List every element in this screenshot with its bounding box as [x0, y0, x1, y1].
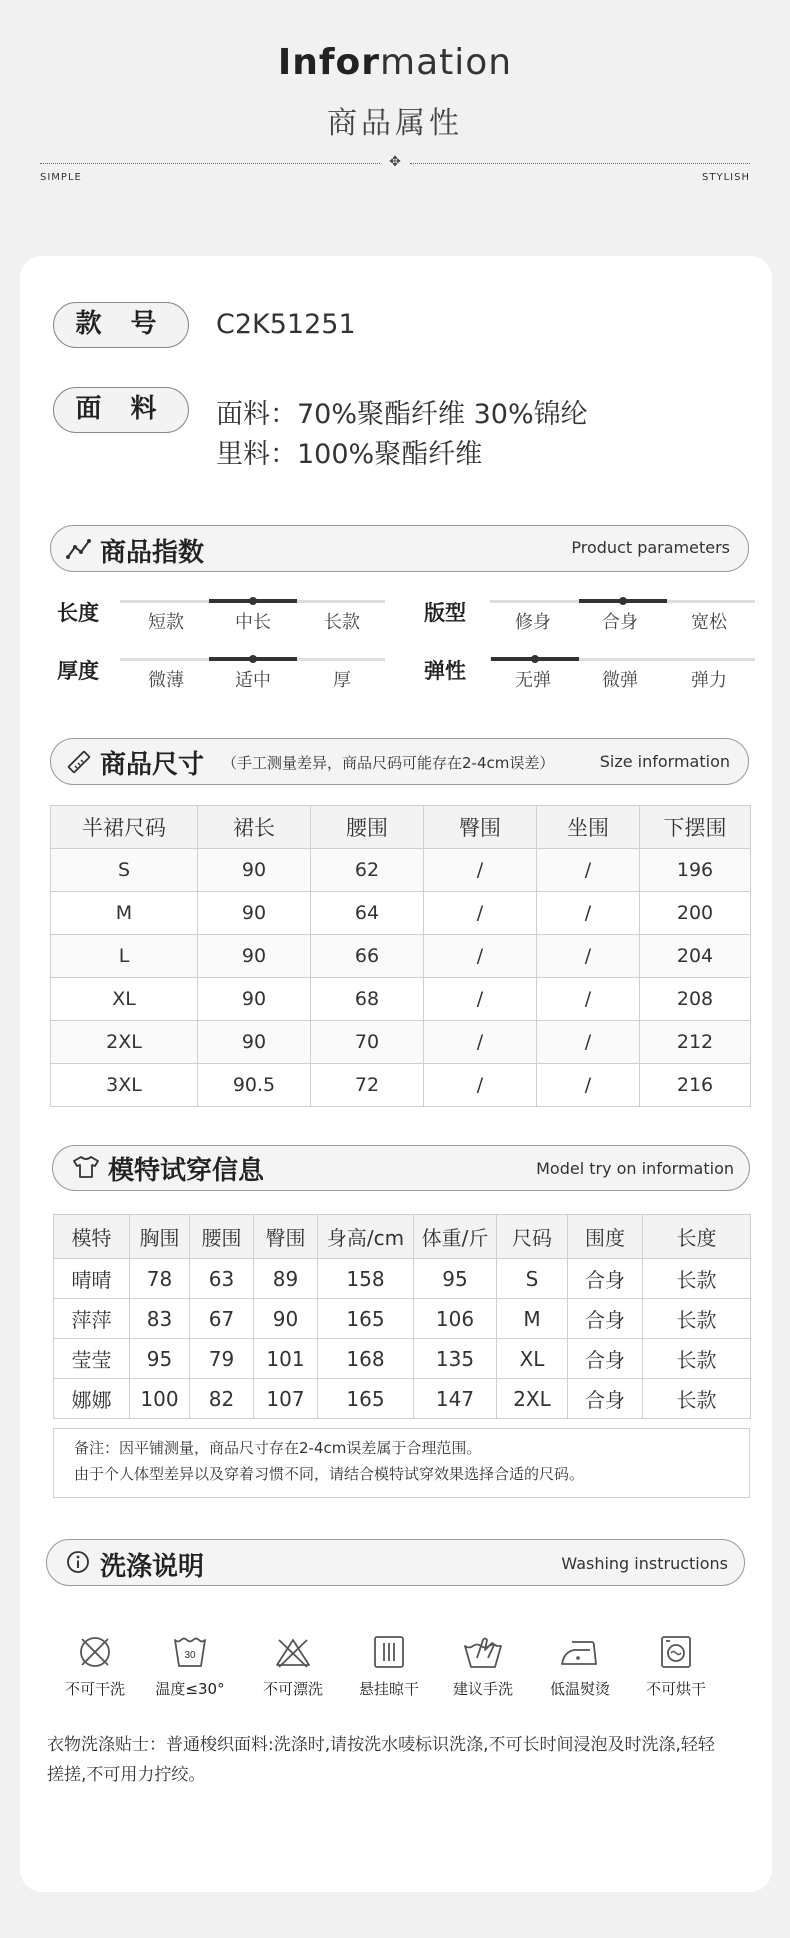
size-cell: / [537, 1064, 640, 1107]
no-dry-clean-icon [50, 1634, 140, 1699]
fabric-line-1: 面料：70%聚酯纤维 30%锦纶 [216, 399, 588, 430]
size-cell: M [51, 892, 198, 935]
model-cell: 106 [414, 1299, 497, 1339]
size-cell: 66 [311, 935, 424, 978]
model-cell: 长款 [643, 1339, 751, 1379]
size-information-en: Size information [599, 752, 730, 771]
header-title: Information [277, 42, 513, 83]
model-table-header-row [54, 1215, 751, 1259]
size-table-header-row [51, 806, 751, 849]
model-header-cell: 腰围 [190, 1215, 254, 1259]
size-header-cell: 臀围 [424, 806, 537, 849]
model-cell: 78 [130, 1259, 190, 1299]
elasticity-option-stretch: 弹力 [691, 670, 727, 691]
model-cell: 165 [318, 1299, 414, 1339]
model-table [53, 1214, 751, 1419]
size-cell: 90 [198, 1021, 311, 1064]
model-cell: 158 [318, 1259, 414, 1299]
model-cell: XL [497, 1339, 568, 1379]
model-header-cell: 围度 [568, 1215, 643, 1259]
length-label: 长度 [57, 601, 99, 625]
length-option-long: 长款 [324, 612, 360, 633]
trend-line-icon [66, 537, 92, 561]
wash-label: 不可烘干 [645, 1680, 706, 1698]
size-cell: 90.5 [198, 1064, 311, 1107]
size-cell: / [424, 849, 537, 892]
header-divider-right [410, 163, 750, 164]
model-header-cell: 模特 [54, 1215, 130, 1259]
table-row [51, 935, 751, 978]
table-row [51, 1064, 751, 1107]
length-scale-marker [249, 597, 257, 605]
elasticity-option-none: 无弹 [515, 670, 551, 691]
model-cell: 90 [254, 1299, 318, 1339]
model-header-cell: 身高/cm [318, 1215, 414, 1259]
size-cell: 2XL [51, 1021, 198, 1064]
wash-label: 温度≤30° [155, 1680, 225, 1698]
model-cell: 147 [414, 1379, 497, 1419]
thickness-label: 厚度 [57, 659, 99, 683]
header-subtitle: 商品属性 [327, 106, 463, 141]
length-option-mid: 中长 [235, 612, 271, 633]
model-info-title: 模特试穿信息 [108, 1156, 265, 1186]
model-cell: 合身 [568, 1379, 643, 1419]
table-row [51, 978, 751, 1021]
size-cell: 62 [311, 849, 424, 892]
wash-temp-badge: 30 [184, 1650, 196, 1661]
size-information-title: 商品尺寸 [100, 750, 205, 780]
model-cell: 晴晴 [54, 1259, 130, 1299]
size-cell: / [537, 1021, 640, 1064]
size-header-cell: 坐围 [537, 806, 640, 849]
cross-ornament-icon: ✥ [389, 154, 401, 170]
model-cell: 合身 [568, 1259, 643, 1299]
wash-label: 建议手洗 [452, 1680, 513, 1698]
table-row [51, 1021, 751, 1064]
size-cell: / [424, 1021, 537, 1064]
model-header-cell: 臀围 [254, 1215, 318, 1259]
model-cell: 100 [130, 1379, 190, 1419]
size-cell: 64 [311, 892, 424, 935]
thickness-option-medium: 适中 [235, 670, 271, 691]
size-cell: 90 [198, 935, 311, 978]
info-circle-icon [66, 1550, 90, 1574]
model-cell: 82 [190, 1379, 254, 1419]
model-cell: 合身 [568, 1339, 643, 1379]
washing-tips [47, 1730, 757, 1790]
elasticity-label: 弹性 [424, 659, 466, 683]
size-cell: / [424, 935, 537, 978]
model-header-cell: 长度 [643, 1215, 751, 1259]
size-information-note: （手工测量差异，商品尺码可能存在2-4cm误差） [222, 754, 555, 772]
washing-instructions-en: Washing instructions [561, 1554, 728, 1573]
wash-label: 不可干洗 [64, 1680, 125, 1698]
model-cell: 长款 [643, 1259, 751, 1299]
fit-option-slim: 修身 [515, 612, 551, 633]
table-row [54, 1299, 751, 1339]
low-iron-icon [535, 1634, 625, 1699]
size-cell: 72 [311, 1064, 424, 1107]
model-remark [53, 1428, 750, 1498]
product-parameters-en: Product parameters [571, 538, 730, 557]
size-header-cell: 下摆围 [640, 806, 751, 849]
header-right-tag: STYLISH [702, 172, 750, 183]
size-cell: 90 [198, 849, 311, 892]
model-header-cell: 尺码 [497, 1215, 568, 1259]
fit-scale-marker [619, 597, 627, 605]
model-cell: 95 [414, 1259, 497, 1299]
model-cell: S [497, 1259, 568, 1299]
size-cell: 216 [640, 1064, 751, 1107]
length-option-short: 短款 [148, 612, 184, 633]
elasticity-scale-marker [531, 655, 539, 663]
table-row [51, 892, 751, 935]
size-cell: / [537, 935, 640, 978]
remark-line-2: 由于个人体型差异以及穿着习惯不同，请结合模特试穿效果选择合适的尺码。 [74, 1465, 585, 1483]
table-row [54, 1259, 751, 1299]
no-bleach-icon [248, 1634, 338, 1699]
size-cell: 200 [640, 892, 751, 935]
size-cell: S [51, 849, 198, 892]
size-cell: / [537, 892, 640, 935]
header-left-tag: SIMPLE [40, 172, 82, 183]
model-cell: 娜娜 [54, 1379, 130, 1419]
remark-line-1: 备注：因平铺测量，商品尺寸存在2-4cm误差属于合理范围。 [74, 1439, 482, 1457]
size-cell: 208 [640, 978, 751, 1021]
no-tumble-dry-icon [631, 1634, 721, 1699]
model-cell: 莹莹 [54, 1339, 130, 1379]
elasticity-option-slight: 微弹 [602, 670, 638, 691]
size-cell: 212 [640, 1021, 751, 1064]
washing-instructions-title: 洗涤说明 [100, 1552, 205, 1582]
size-header-cell: 裙长 [198, 806, 311, 849]
model-info-en: Model try on information [536, 1159, 734, 1178]
model-cell: 79 [190, 1339, 254, 1379]
thickness-scale-marker [249, 655, 257, 663]
size-table [50, 805, 751, 1107]
fit-option-regular: 合身 [602, 612, 638, 633]
style-number-label: 款 号 [53, 302, 189, 348]
table-row [51, 849, 751, 892]
ruler-icon [66, 749, 92, 775]
size-cell: / [424, 978, 537, 1021]
model-cell: 165 [318, 1379, 414, 1419]
product-parameters-title: 商品指数 [100, 538, 205, 568]
model-cell: 合身 [568, 1299, 643, 1339]
model-cell: 168 [318, 1339, 414, 1379]
model-cell: 83 [130, 1299, 190, 1339]
fit-option-loose: 宽松 [691, 612, 727, 633]
model-cell: 135 [414, 1339, 497, 1379]
size-cell: / [537, 849, 640, 892]
size-cell: XL [51, 978, 198, 1021]
size-header-cell: 腰围 [311, 806, 424, 849]
model-header-cell: 体重/斤 [414, 1215, 497, 1259]
model-cell: 89 [254, 1259, 318, 1299]
model-header-cell: 胸围 [130, 1215, 190, 1259]
model-cell: 萍萍 [54, 1299, 130, 1339]
wash-label: 低温熨烫 [549, 1680, 610, 1698]
hang-dry-icon [344, 1634, 434, 1699]
table-row [54, 1379, 751, 1419]
model-cell: 63 [190, 1259, 254, 1299]
hand-wash-icon [438, 1634, 528, 1699]
model-cell: 长款 [643, 1299, 751, 1339]
table-row [54, 1339, 751, 1379]
model-cell: 95 [130, 1339, 190, 1379]
fabric-line-2: 里料：100%聚酯纤维 [216, 439, 483, 470]
fabric-label: 面 料 [53, 387, 189, 433]
washing-tips-line-1: 衣物洗涤贴士：普通梭织面料:洗涤时,请按洗水唛标识洗涤,不可长时间浸泡及时洗涤,轻轻 [47, 1735, 715, 1755]
model-cell: 2XL [497, 1379, 568, 1419]
size-cell: 70 [311, 1021, 424, 1064]
size-cell: L [51, 935, 198, 978]
wash-label: 不可漂洗 [262, 1680, 323, 1698]
model-cell: 101 [254, 1339, 318, 1379]
tshirt-icon [72, 1155, 100, 1179]
washing-tips-line-2: 搓搓,不可用力拧绞。 [47, 1765, 206, 1785]
size-cell: / [424, 1064, 537, 1107]
size-cell: 3XL [51, 1064, 198, 1107]
wash-label: 悬挂晾干 [358, 1680, 419, 1698]
thickness-option-thick: 厚 [333, 670, 351, 691]
size-cell: 196 [640, 849, 751, 892]
size-cell: 68 [311, 978, 424, 1021]
wash-30-icon [145, 1634, 235, 1699]
style-number-value: C2K51251 [216, 309, 356, 340]
fit-label: 版型 [424, 601, 466, 625]
size-cell: / [537, 978, 640, 1021]
model-cell: 107 [254, 1379, 318, 1419]
size-cell: 90 [198, 892, 311, 935]
size-cell: 204 [640, 935, 751, 978]
size-cell: / [424, 892, 537, 935]
header-divider-left [40, 163, 380, 164]
model-cell: 67 [190, 1299, 254, 1339]
model-cell: 长款 [643, 1379, 751, 1419]
model-cell: M [497, 1299, 568, 1339]
size-cell: 90 [198, 978, 311, 1021]
size-header-cell: 半裙尺码 [51, 806, 198, 849]
thickness-option-thin: 微薄 [148, 670, 184, 691]
